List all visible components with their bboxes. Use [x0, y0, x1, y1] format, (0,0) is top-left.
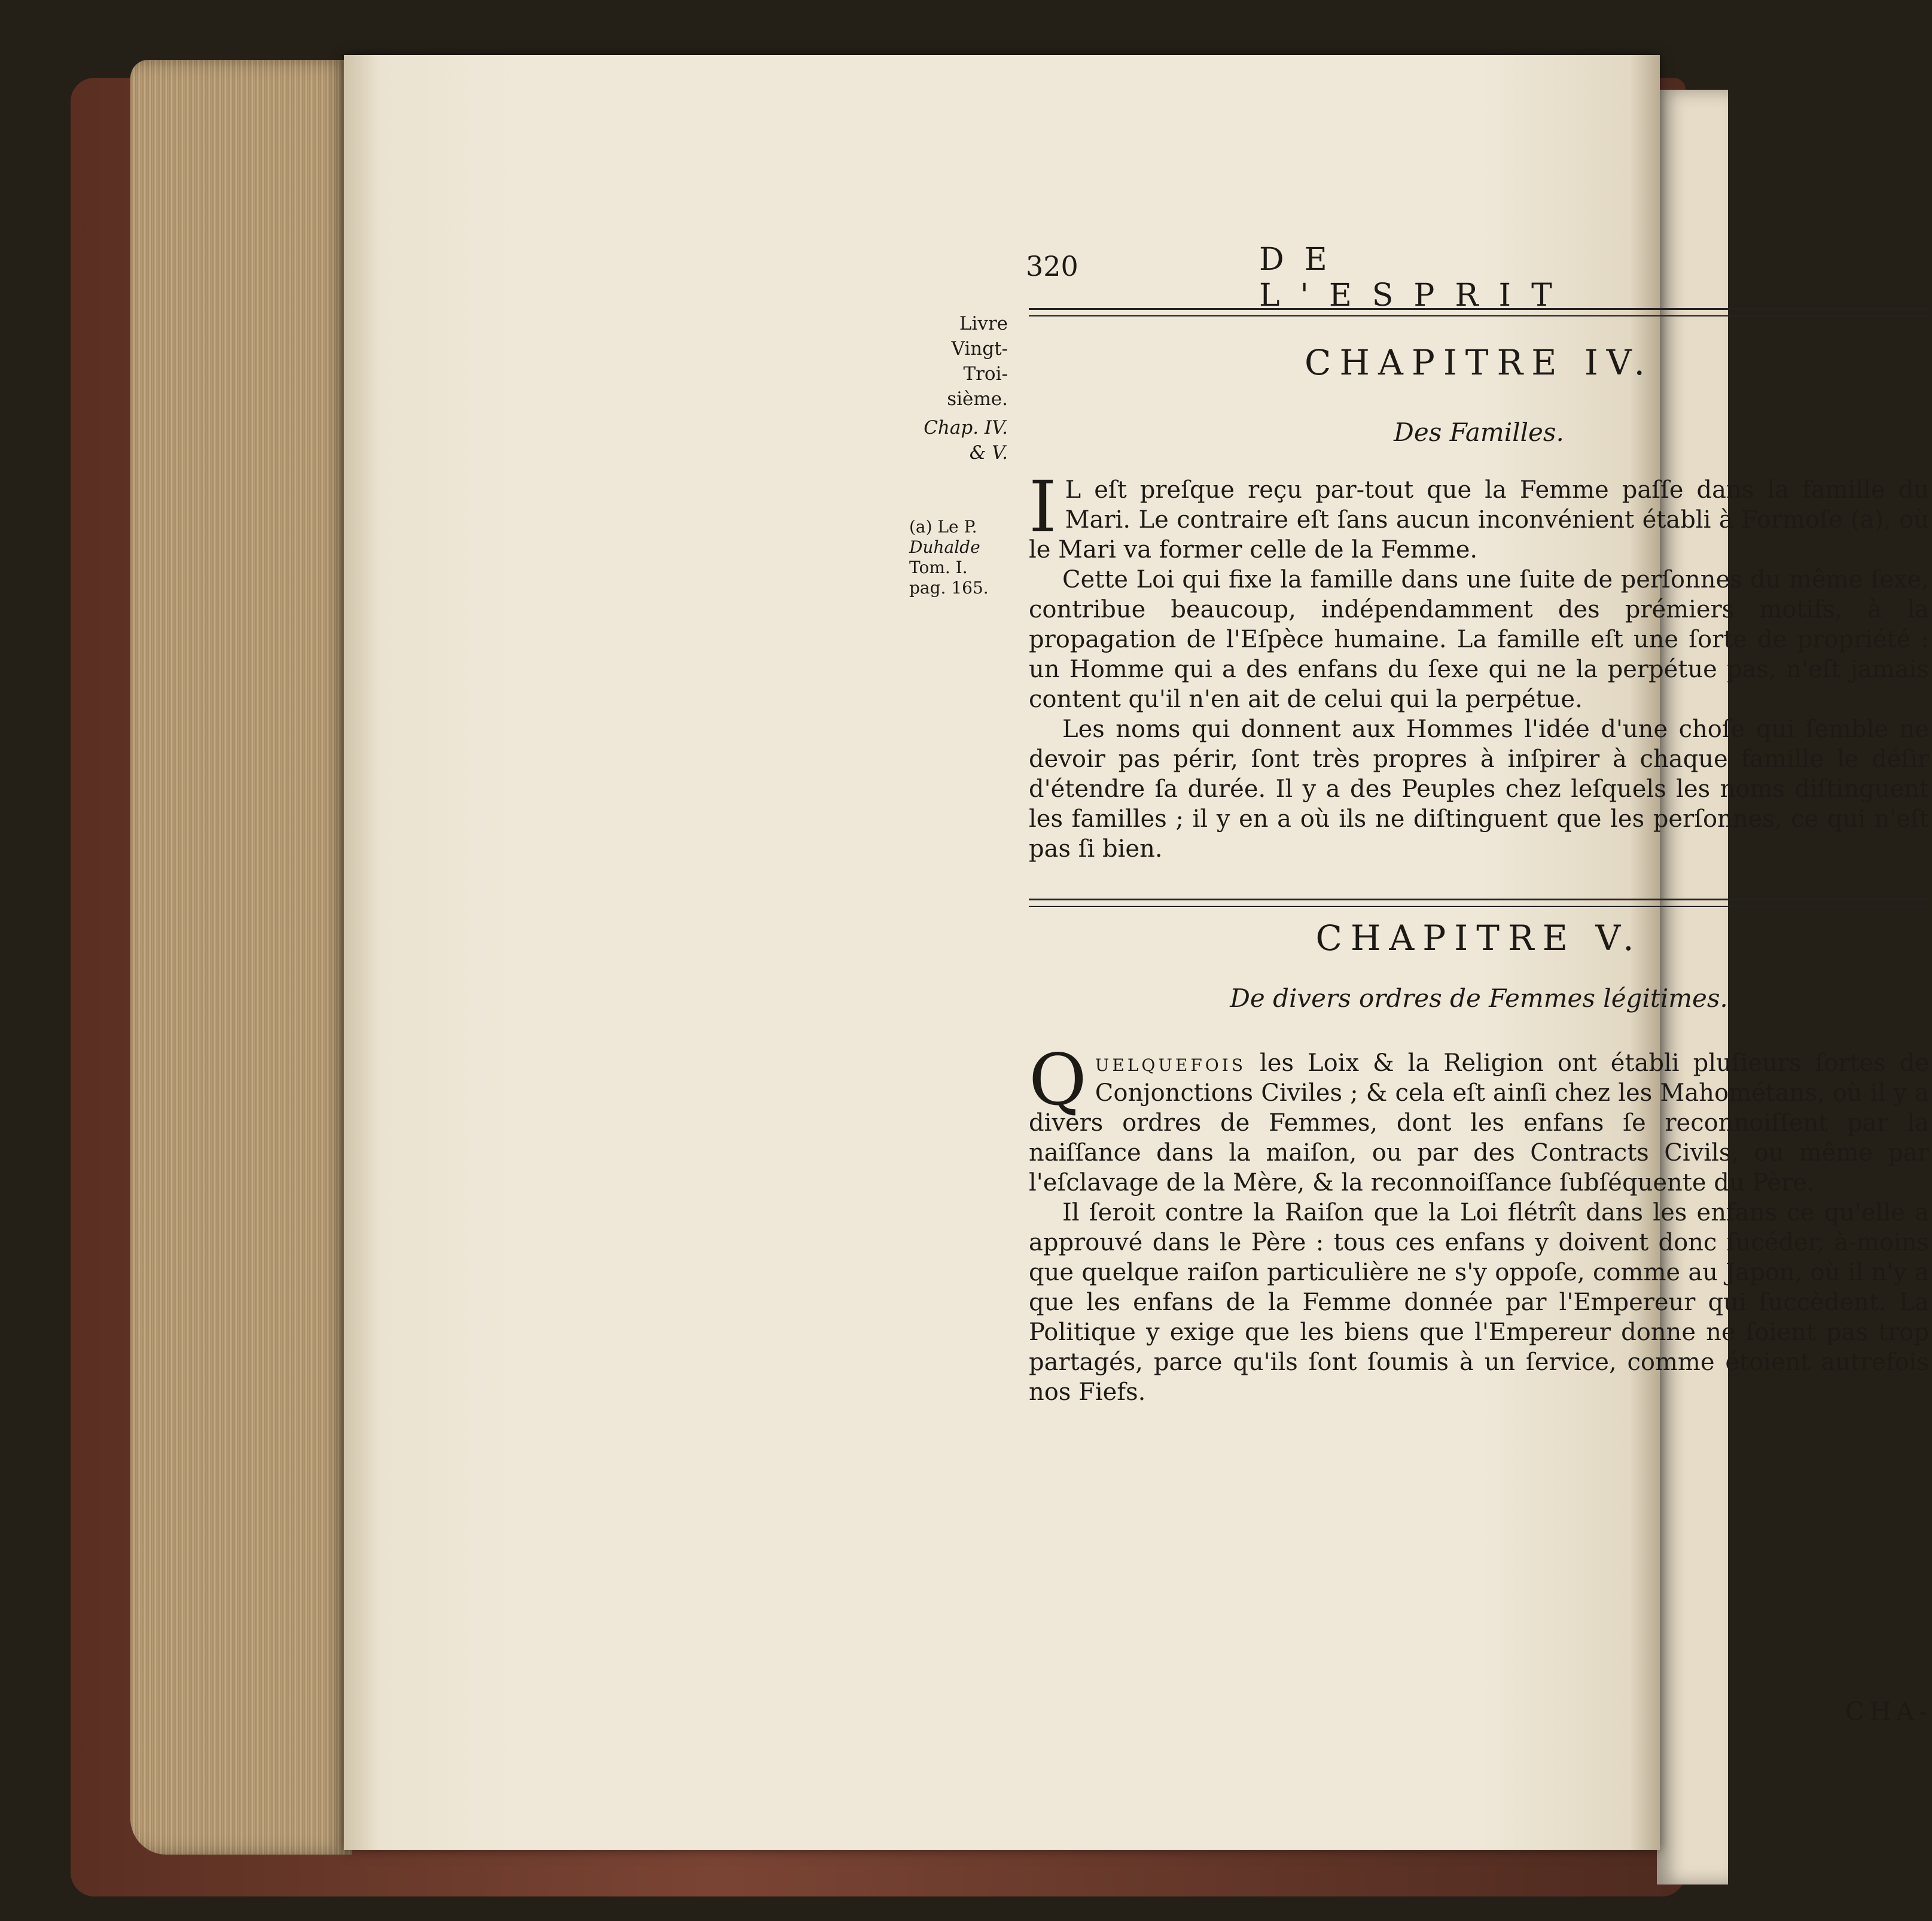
footnote	[909, 517, 1010, 598]
catchword: CHA-	[1845, 1697, 1932, 1726]
chapter-4-subtitle: Des Familles.	[1394, 418, 1564, 447]
chapter-4-body	[1029, 465, 1929, 864]
running-head: DE L'ESPRIT	[1259, 242, 1573, 313]
footnote-line: pag. 165.	[909, 578, 989, 598]
header-rule	[1029, 308, 1929, 316]
paragraph-text: les Loix & la Religion ont établi pluſieurs ſortes de Conjonctions Civiles ; & cela eſt ainſi chez les Mahométans, où il y a divers ordres de Femmes, dont les enfans ſe reconnoiſſent par la naiſſance dans la maiſon, ou par des Contracts Civils, ou même par l'eſclavage de la Mère, & la reconnoiſſance ſubſéquente du Père.	[1029, 1049, 1930, 1197]
chapter-5-title: CHAPITRE V.	[1315, 918, 1642, 958]
drop-cap: I	[1029, 465, 1057, 548]
book-page	[344, 55, 1932, 1850]
footnote-line: (a) Le P.	[909, 517, 977, 537]
chapter-divider	[1029, 899, 1929, 907]
margin-chapter-label	[906, 415, 1008, 465]
page-number: 320	[1026, 250, 1078, 282]
margin-chapter-line: Chap. IV.	[924, 417, 1008, 439]
lead-word: uelquefois	[1095, 1049, 1246, 1077]
paragraph: Les noms qui donnent aux Hommes l'idée d'une choſe qui ſemble ne devoir pas périr, ſont très propres à inſpirer à chaque famille le déſir d'étendre ſa durée. Il y a des Peuples chez leſquels les noms diſtinguent les familles ; il y en a où ils ne diſtinguent que les perſonnes, ce qui n'eſt pas ſi bien.	[1029, 716, 1929, 863]
chapter-5-body	[1029, 1039, 1930, 1407]
chapter-4-title: CHAPITRE IV.	[1304, 342, 1653, 383]
margin-book-label	[906, 311, 1008, 412]
margin-chapter-line: & V.	[969, 442, 1008, 464]
margin-book-line: sième.	[947, 388, 1008, 410]
paragraph-text: L eſt preſque reçu par-tout que la Femme paſſe dans la famille du Mari. Le contraire eſt ſans aucun inconvénient établi à Formoſe (a), où le Mari va former celle de la Femme.	[1029, 476, 1929, 564]
paragraph	[1029, 1039, 1930, 1198]
drop-cap: Q	[1029, 1039, 1087, 1121]
footnote-line: Tom. I.	[909, 558, 968, 577]
margin-book-line: Livre	[959, 313, 1008, 334]
margin-book-line: Troi-	[963, 363, 1008, 385]
paragraph: Il ſeroit contre la Raiſon que la Loi flétrît dans les enfans ce qu'elle a approuvé dans le Père : tous ces enfans y doivent donc ſucéder, à-moins que quelque raiſon particulière ne s'y oppoſe, comme au Japon, où il n'y a que les enfans de la Femme donnée par l'Empereur qui ſuccèdent. La Politique y exige que les biens que l'Empereur donne ne ſoient pas trop partagés, parce qu'ils ſont ſoumis à un ſervice, comme étoient autrefois nos Fiefs.	[1029, 1199, 1929, 1406]
margin-book-line: Vingt-	[951, 338, 1008, 360]
page-edges	[130, 60, 352, 1855]
chapter-5-subtitle: De divers ordres de Femmes légitimes.	[1230, 984, 1728, 1013]
footnote-line: Duhalde	[909, 537, 980, 557]
paragraph: Cette Loi qui fixe la famille dans une ſuite de perſonnes du même ſexe, contribue beaucoup, indépendamment des prémiers motifs, à la propagation de l'Eſpèce humaine. La famille eſt une ſorte de propriété : un Homme qui a des enfans du ſexe qui ne la perpétue pas, n'eſt jamais content qu'il n'en ait de celui qui la perpétue.	[1029, 566, 1929, 713]
paragraph	[1029, 465, 1929, 565]
